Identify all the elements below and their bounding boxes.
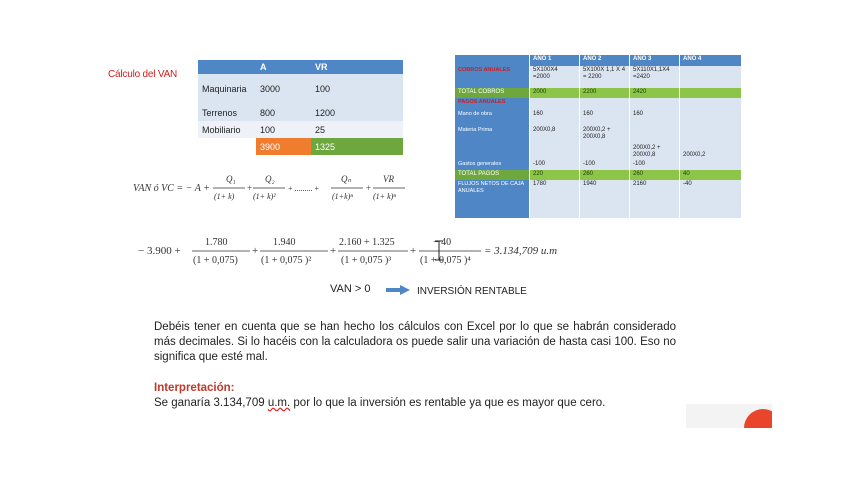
- table-cell: 2160: [630, 180, 680, 218]
- interpretation-um: u.m.: [267, 397, 291, 409]
- formula-denominator: (1+ k)²: [253, 192, 276, 201]
- table-row: [455, 160, 742, 170]
- table-row: [455, 180, 742, 218]
- table-cell: 5X100X 1,1 X 4 = 2200: [580, 66, 630, 88]
- table-row: [455, 98, 742, 110]
- header-cell: VR: [311, 60, 403, 74]
- plus-sign: +: [366, 183, 372, 193]
- table-cell: [580, 98, 630, 110]
- total-row: [198, 138, 403, 155]
- formula-numerator: VR: [383, 174, 394, 184]
- formula-start: − 3.900 +: [138, 245, 181, 257]
- table-row: [198, 74, 403, 104]
- table-header-row: [198, 60, 403, 74]
- table-cell: 1940: [580, 180, 630, 218]
- row-label: Materia Prima: [455, 126, 530, 160]
- row-label: FLUJOS NETOS DE CAJA ANUALES: [455, 180, 530, 218]
- header-cell: AÑO 4: [680, 55, 742, 66]
- formula-numerator: Q₁: [226, 174, 236, 184]
- table-cell: 200X0,2 + 200X0,8: [630, 126, 680, 160]
- table-cell: 160: [630, 110, 680, 126]
- formula-lhs: VAN ó VC = − A +: [133, 183, 210, 194]
- table-cell: [680, 98, 742, 110]
- van-condition: VAN > 0: [330, 283, 371, 295]
- van-result-label: INVERSIÓN RENTABLE: [417, 286, 527, 297]
- table-cell: 220: [530, 170, 580, 180]
- formula-numerator: 2.160 + 1.325: [339, 237, 395, 248]
- table-cell: 1780: [530, 180, 580, 218]
- table-header-row: [455, 55, 742, 66]
- table-row: [455, 66, 742, 88]
- table-row: [198, 104, 403, 121]
- table-cell: [530, 98, 580, 110]
- formula-numerator: − 40: [433, 237, 452, 248]
- table-cell: 200X0,2: [680, 126, 742, 160]
- table-cell: 5X100X4 =2000: [530, 66, 580, 88]
- header-cell: A: [256, 60, 311, 74]
- record-indicator-icon: [744, 409, 782, 447]
- table-cell: Terrenos: [198, 104, 256, 121]
- interpretation-heading: Interpretación:: [154, 382, 235, 394]
- plus-sign: +: [410, 245, 417, 257]
- total-a-cell: 3900: [256, 138, 311, 155]
- table-cell: 1200: [311, 104, 403, 121]
- row-label: TOTAL COBROS: [455, 88, 530, 98]
- total-row: [455, 170, 742, 180]
- table-cell: [680, 160, 742, 170]
- interpretation-text: [154, 397, 605, 409]
- interpretation-post: por lo que la inversión es rentable ya que es mayor que cero.: [290, 397, 606, 409]
- table-cell: -100: [630, 160, 680, 170]
- table-row: [455, 126, 742, 160]
- table-cell: -40: [680, 180, 742, 218]
- table-cell: 40: [680, 170, 742, 180]
- formula-numerator: 1.940: [273, 237, 296, 248]
- right-arrow-icon: [386, 285, 410, 295]
- table-cell: Mobiliario: [198, 121, 256, 138]
- excel-note-paragraph: Debéis tener en cuenta que se han hecho los cálculos con Excel por lo que se habrán considerado más decimales. Si lo hacéis con la calculadora os puede salir una variación de hasta casi 100. Eso no significa que esté mal.: [154, 321, 676, 363]
- table-cell: -100: [530, 160, 580, 170]
- header-cell: [198, 60, 256, 74]
- investment-table: [198, 60, 403, 155]
- formula-denominator: (1 + 0,075 )³: [341, 255, 392, 266]
- row-label: Mano de obra: [455, 110, 530, 126]
- formula-denominator: (1 + 0,075): [193, 255, 238, 266]
- plus-sign: +: [247, 183, 253, 193]
- total-vr-cell: 1325: [311, 138, 403, 155]
- table-cell: 2000: [530, 88, 580, 98]
- table-cell: 260: [630, 170, 680, 180]
- formula-ellipsis: + ......... +: [288, 184, 320, 193]
- table-cell: [198, 138, 256, 155]
- table-cell: 25: [311, 121, 403, 138]
- table-row: [198, 121, 403, 138]
- van-general-formula: [133, 168, 433, 208]
- formula-denominator: (1+ k): [214, 192, 235, 201]
- plus-sign: +: [252, 245, 259, 257]
- cashflow-table: [455, 55, 742, 218]
- header-cell: AÑO 1: [530, 55, 580, 66]
- table-cell: 800: [256, 104, 311, 121]
- formula-numerator: Qₙ: [341, 174, 352, 184]
- slide-title: Cálculo del VAN: [108, 69, 178, 80]
- table-cell: 200X0,2 + 200X0,8: [580, 126, 630, 160]
- table-row: [455, 110, 742, 126]
- table-cell: 260: [580, 170, 630, 180]
- interpretation-pre: Se ganaría 3.134,709: [154, 397, 268, 409]
- row-label: COBROS ANUALES: [455, 66, 530, 88]
- formula-denominator: (1+k)ⁿ: [332, 192, 353, 201]
- plus-sign: +: [330, 245, 337, 257]
- table-cell: Maquinaria: [198, 74, 256, 104]
- table-cell: 2200: [580, 88, 630, 98]
- row-label: PAGOS ANUALES: [455, 98, 530, 110]
- formula-denominator: (1 + 0,075 )⁴: [420, 255, 471, 266]
- formula-denominator: (1+ k)ⁿ: [373, 192, 396, 201]
- table-cell: [680, 88, 742, 98]
- total-row: [455, 88, 742, 98]
- table-cell: [680, 66, 742, 88]
- table-cell: 160: [580, 110, 630, 126]
- formula-numerator: 1.780: [205, 237, 228, 248]
- formula-denominator: (1 + 0,075 )²: [261, 255, 312, 266]
- table-cell: -100: [580, 160, 630, 170]
- formula-result: = 3.134,709 u.m: [484, 245, 558, 257]
- table-cell: 5X110X1,1X4 =2420: [630, 66, 680, 88]
- formula-numerator: Q₂: [265, 174, 275, 184]
- table-cell: 2420: [630, 88, 680, 98]
- table-cell: 3000: [256, 74, 311, 104]
- table-cell: [680, 110, 742, 126]
- table-cell: 200X0,8: [530, 126, 580, 160]
- row-label: TOTAL PAGOS: [455, 170, 530, 180]
- header-cell: [455, 55, 530, 66]
- row-label: Gastos generales: [455, 160, 530, 170]
- table-cell: 100: [311, 74, 403, 104]
- table-cell: 100: [256, 121, 311, 138]
- header-cell: AÑO 3: [630, 55, 680, 66]
- table-cell: 160: [530, 110, 580, 126]
- table-cell: [630, 98, 680, 110]
- van-numeric-formula: [138, 232, 578, 272]
- header-cell: AÑO 2: [580, 55, 630, 66]
